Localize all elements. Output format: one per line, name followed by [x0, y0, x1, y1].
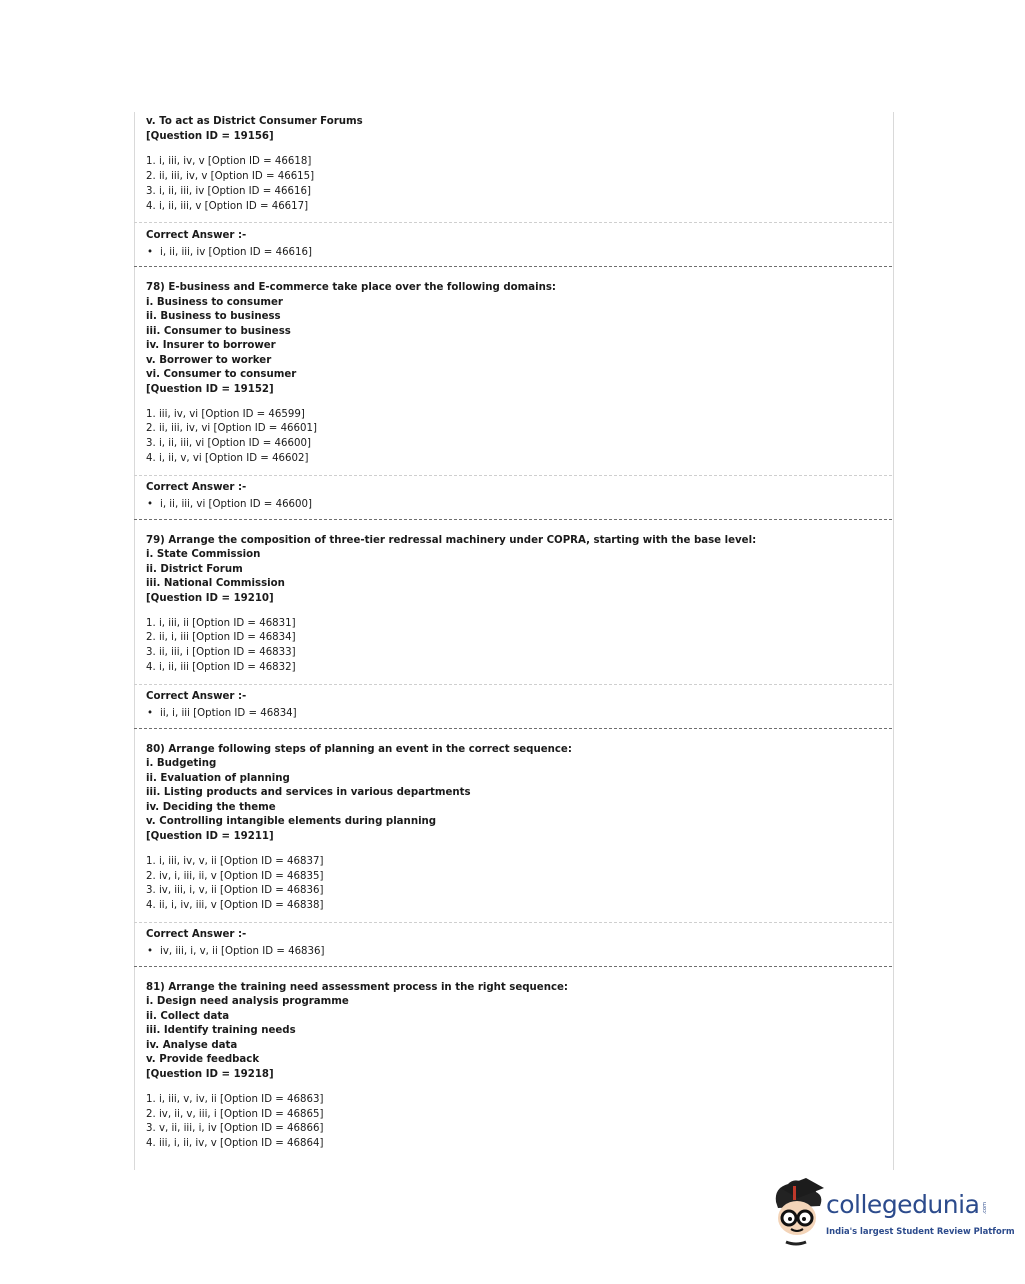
logo-brand-suffix: .com: [982, 1202, 988, 1215]
option-line: 1. i, iii, iv, v [Option ID = 46618]: [146, 156, 312, 167]
answer-separator: [134, 222, 892, 223]
answer-separator: [134, 475, 892, 476]
option-line: 4. ii, i, iv, iii, v [Option ID = 46838]: [146, 900, 324, 911]
option-line: 4. i, ii, iii, v [Option ID = 46617]: [146, 201, 309, 212]
question-text-line: vi. Consumer to consumer: [146, 369, 297, 380]
question-text-line: [Question ID = 19211]: [146, 831, 274, 842]
option-line: 1. i, iii, iv, v, ii [Option ID = 46837]: [146, 856, 324, 867]
option-line: 3. ii, iii, i [Option ID = 46833]: [146, 647, 296, 658]
option-line: 1. iii, iv, vi [Option ID = 46599]: [146, 409, 305, 420]
correct-answer-value: • iv, iii, i, v, ii [Option ID = 46836]: [147, 945, 324, 959]
question-text-line: i. Business to consumer: [146, 297, 283, 308]
question-text-line: [Question ID = 19210]: [146, 593, 274, 604]
question-text-line: Correct Answer :-: [146, 929, 247, 940]
correct-answer-value: • i, ii, iii, iv [Option ID = 46616]: [147, 246, 312, 260]
question-text-line: Correct Answer :-: [146, 482, 247, 493]
option-line: 4. i, ii, v, vi [Option ID = 46602]: [146, 453, 309, 464]
option-line: 2. ii, iii, iv, v [Option ID = 46615]: [146, 171, 315, 182]
question-text-line: ii. Evaluation of planning: [146, 773, 290, 784]
question-text-line: 79) Arrange the composition of three-tier redressal machinery under COPRA, starting with the base level:: [146, 535, 757, 546]
question-text-line: v. Controlling intangible elements during planning: [146, 816, 437, 827]
logo-tagline: India's largest Student Review Platform: [826, 1226, 1015, 1236]
question-separator: [134, 266, 892, 267]
question-text-line: [Question ID = 19152]: [146, 384, 274, 395]
option-line: 3. v, ii, iii, i, iv [Option ID = 46866]: [146, 1123, 324, 1134]
option-line: 1. i, iii, v, iv, ii [Option ID = 46863]: [146, 1094, 324, 1105]
question-text-line: Correct Answer :-: [146, 230, 247, 241]
question-text-line: ii. District Forum: [146, 564, 243, 575]
question-text-line: [Question ID = 19156]: [146, 131, 274, 142]
question-text-line: iii. Listing products and services in various departments: [146, 787, 471, 798]
question-text-line: Correct Answer :-: [146, 691, 247, 702]
question-text-line: v. Provide feedback: [146, 1054, 260, 1065]
option-line: 4. iii, i, ii, iv, v [Option ID = 46864]: [146, 1138, 324, 1149]
question-text-line: 80) Arrange following steps of planning an event in the correct sequence:: [146, 744, 572, 755]
question-text-line: iii. National Commission: [146, 578, 285, 589]
question-text-line: 81) Arrange the training need assessment process in the right sequence:: [146, 982, 568, 993]
option-line: 2. ii, i, iii [Option ID = 46834]: [146, 632, 296, 643]
question-text-line: 78) E-business and E-commerce take place over the following domains:: [146, 282, 556, 293]
question-text-line: i. Budgeting: [146, 758, 217, 769]
option-line: 3. i, ii, iii, iv [Option ID = 46616]: [146, 186, 311, 197]
option-line: 4. i, ii, iii [Option ID = 46832]: [146, 662, 296, 673]
answer-separator: [134, 684, 892, 685]
question-text-line: iv. Analyse data: [146, 1040, 238, 1051]
question-text-line: ii. Collect data: [146, 1011, 230, 1022]
question-separator: [134, 966, 892, 967]
question-text-line: iv. Deciding the theme: [146, 802, 276, 813]
question-text-line: v. To act as District Consumer Forums: [146, 116, 363, 127]
question-text-line: ii. Business to business: [146, 311, 281, 322]
mascot-icon: [766, 1176, 828, 1252]
option-line: 2. ii, iii, iv, vi [Option ID = 46601]: [146, 423, 317, 434]
question-separator: [134, 728, 892, 729]
option-line: 2. iv, i, iii, ii, v [Option ID = 46835]: [146, 871, 324, 882]
option-line: 3. i, ii, iii, vi [Option ID = 46600]: [146, 438, 311, 449]
logo-brand-text: collegedunia: [826, 1190, 980, 1219]
question-text-line: v. Borrower to worker: [146, 355, 272, 366]
question-separator: [134, 519, 892, 520]
correct-answer-value: • ii, i, iii [Option ID = 46834]: [147, 707, 297, 721]
option-line: 1. i, iii, ii [Option ID = 46831]: [146, 618, 296, 629]
answer-separator: [134, 922, 892, 923]
question-text-line: i. Design need analysis programme: [146, 996, 349, 1007]
option-line: 2. iv, ii, v, iii, i [Option ID = 46865]: [146, 1109, 324, 1120]
question-text-line: iii. Identify training needs: [146, 1025, 296, 1036]
question-text-line: iv. Insurer to borrower: [146, 340, 276, 351]
question-text-line: i. State Commission: [146, 549, 261, 560]
question-text-line: [Question ID = 19218]: [146, 1069, 274, 1080]
question-text-line: iii. Consumer to business: [146, 326, 291, 337]
option-line: 3. iv, iii, i, v, ii [Option ID = 46836]: [146, 885, 324, 896]
correct-answer-value: • i, ii, iii, vi [Option ID = 46600]: [147, 498, 312, 512]
